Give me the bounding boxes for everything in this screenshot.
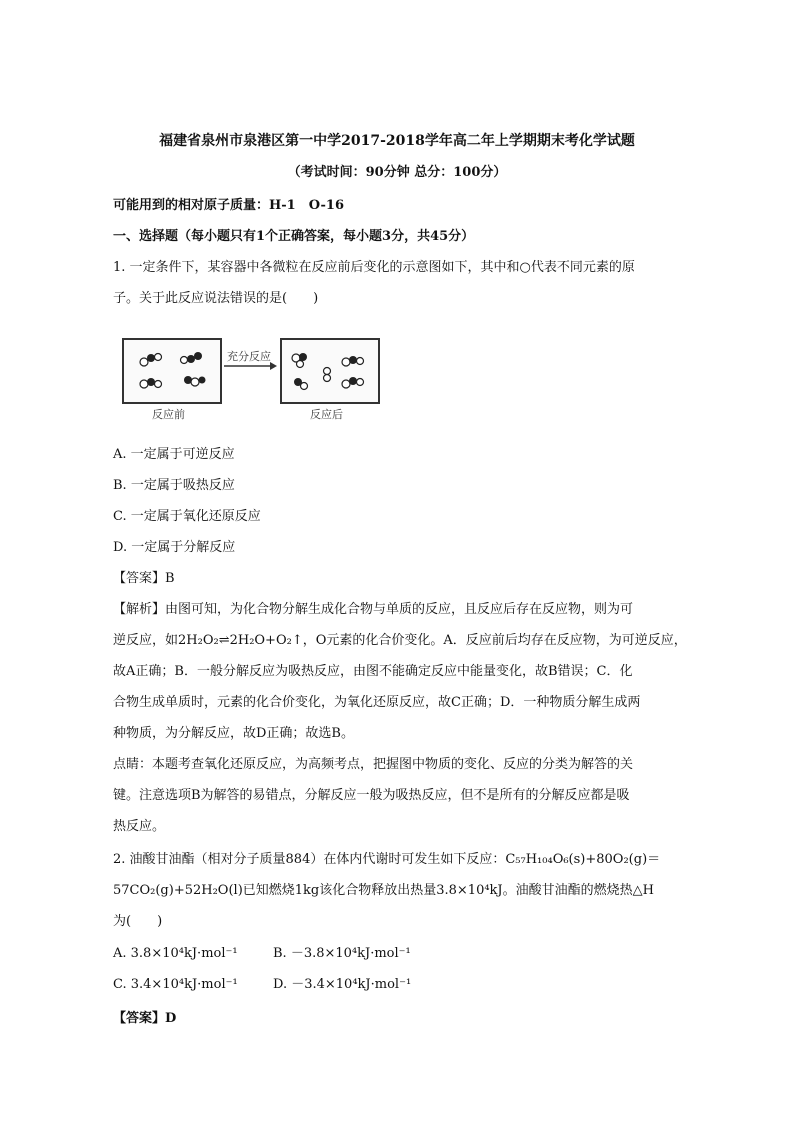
q1-analysis-line: 逆反应，如2H₂O₂⇌2H₂O+O₂↑，O元素的化合价变化。A．反应前后均存在反应物，为可逆反应，	[113, 633, 687, 648]
q1-comment-line: 键。注意选项B为解答的易错点，分解反应一般为吸热反应，但不是所有的分解反应都是吸	[113, 788, 630, 803]
q1-option-d: D. 一定属于分解反应	[113, 540, 236, 555]
q1-analysis-line: 合物生成单质时，元素的化合价变化，为氧化还原反应，故C正确；D．一种物质分解生成两	[113, 695, 641, 710]
q2-option-a: A. 3.8×10⁴kJ·mol⁻¹	[113, 946, 238, 961]
q1-comment-line: 点睛：本题考查氧化还原反应，为高频考点，把握图中物质的变化、反应的分类为解答的关	[113, 757, 634, 772]
exam-info: （考试时间：90分钟 总分：100分）	[287, 165, 507, 180]
q2-option-b: B. －3.8×10⁴kJ·mol⁻¹	[273, 946, 411, 961]
section-heading: 一、选择题（每小题只有1个正确答案，每小题3分，共45分）	[113, 229, 475, 244]
before-label: 反应前	[152, 408, 185, 421]
before-molecules	[140, 352, 206, 388]
q1-answer: 【答案】B	[113, 571, 175, 586]
q2-stem-line: 57CO₂(g)+52H₂O(l)已知燃烧1kg该化合物释放出热量3.8×10⁴kJ。油酸甘油酯的燃烧热△H	[113, 883, 654, 898]
q1-option-b: B. 一定属于吸热反应	[113, 478, 235, 493]
q1-analysis-line: 【解析】由图可知，为化合物分解生成化合物与单质的反应，且反应后存在反应物，则为可	[113, 602, 634, 617]
q2-stem-line: 为( )	[113, 914, 163, 929]
q1-stem-line2: 子。关于此反应说法错误的是( )	[113, 291, 319, 306]
arrow-label: 充分反应	[227, 350, 271, 363]
atomic-mass-note: 可能用到的相对原子质量：H-1 O-16	[113, 198, 345, 213]
q1-analysis-line: 种物质，为分解反应，故D正确；故选B。	[113, 726, 354, 741]
q1-stem-line1: 1. 一定条件下，某容器中各微粒在反应前后变化的示意图如下，其中和○代表不同元素的原	[113, 260, 635, 275]
q2-answer: 【答案】D	[113, 1011, 177, 1026]
reaction-diagram	[120, 330, 380, 420]
q1-option-c: C. 一定属于氧化还原反应	[113, 509, 261, 524]
q2-option-d: D. －3.4×10⁴kJ·mol⁻¹	[273, 977, 412, 992]
after-label: 反应后	[310, 408, 343, 421]
q1-comment-line: 热反应。	[113, 819, 166, 834]
q1-option-a: A. 一定属于可逆反应	[113, 447, 235, 462]
after-molecules	[292, 353, 364, 390]
document-title: 福建省泉州市泉港区第一中学2017-2018学年高二年上学期期末考化学试题	[159, 133, 635, 149]
q2-option-c: C. 3.4×10⁴kJ·mol⁻¹	[113, 977, 238, 992]
q1-analysis-line: 故A正确；B．一般分解反应为吸热反应，由图不能确定反应中能量变化，故B错误；C．化	[113, 664, 633, 679]
q2-stem-line: 2. 油酸甘油酯（相对分子质量884）在体内代谢时可发生如下反应：C₅₇H₁₀₄O₆(s)+80O₂(g)＝	[113, 852, 661, 867]
